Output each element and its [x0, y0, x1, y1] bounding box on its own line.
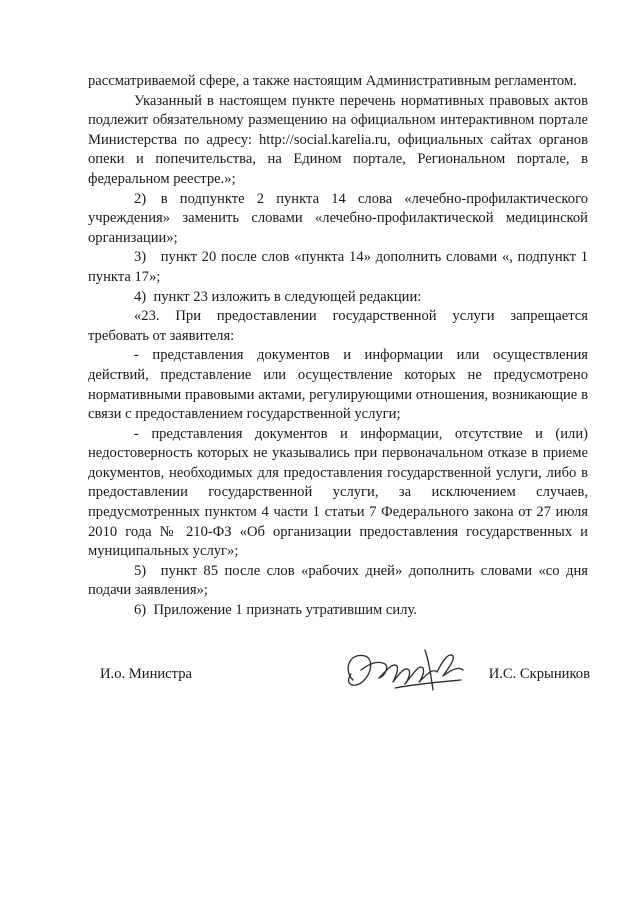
paragraph-3: 2) в подпункте 2 пункта 14 слова «лечебно-профилактического учреждения» заменить словами «лечебно-профилактической медицинской организации»; [88, 190, 588, 246]
document-body [88, 72, 588, 621]
paragraph-1: рассматриваемой сфере, а также настоящим Административным регламентом. [88, 73, 577, 89]
signature-block [100, 640, 590, 700]
handwritten-signature [335, 640, 475, 702]
signatory-title: И.о. Министра [100, 666, 192, 682]
signatory-name: И.С. Скрыников [488, 666, 590, 682]
paragraph-6: «23. При предоставлении государственной услуги запрещается требовать от заявителя: [88, 308, 588, 344]
paragraph-9: 5) пункт 85 после слов «рабочих дней» дополнить словами «со дня подачи заявления»; [88, 562, 588, 599]
paragraph-5: 4) пункт 23 изложить в следующей редакции: [134, 288, 422, 305]
paragraph-4: 3) пункт 20 после слов «пункта 14» дополнить словами «, подпункт 1 пункта 17»; [88, 249, 588, 285]
paragraph-7: - представления документов и информации или осуществления действий, представление или осуществление которых не предусмотрено нормативными правовыми актами, регулирующими отношения, возникающие в связи с предоставлением государственной услуги; [88, 347, 588, 423]
paragraph-8: - представления документов и информации, отсутствие и (или) недостоверность которых не указывались при первоначальном отказе в приеме документов, необходимых для предоставления государственной услуги, либо в предоставлении государственной услуги, за исключением случаев, предусмотренных пунктом 4 части 1 статьи 7 Федерального закона от 27 июля 2010 года № 210-ФЗ «Об организации предоставления государственных и муниципальных услуг»; [88, 425, 588, 560]
paragraph-2: Указанный в настоящем пункте перечень нормативных правовых актов подлежит обязательному размещению на официальном интерактивном портале Министерства по адресу: http://social.karelia.ru, официальных сайтах органов опеки и попечительства, на Едином портале, Региональном портале, в федеральном реестре.»; [88, 92, 588, 187]
paragraph-10: 6) Приложение 1 признать утратившим силу. [134, 602, 417, 619]
